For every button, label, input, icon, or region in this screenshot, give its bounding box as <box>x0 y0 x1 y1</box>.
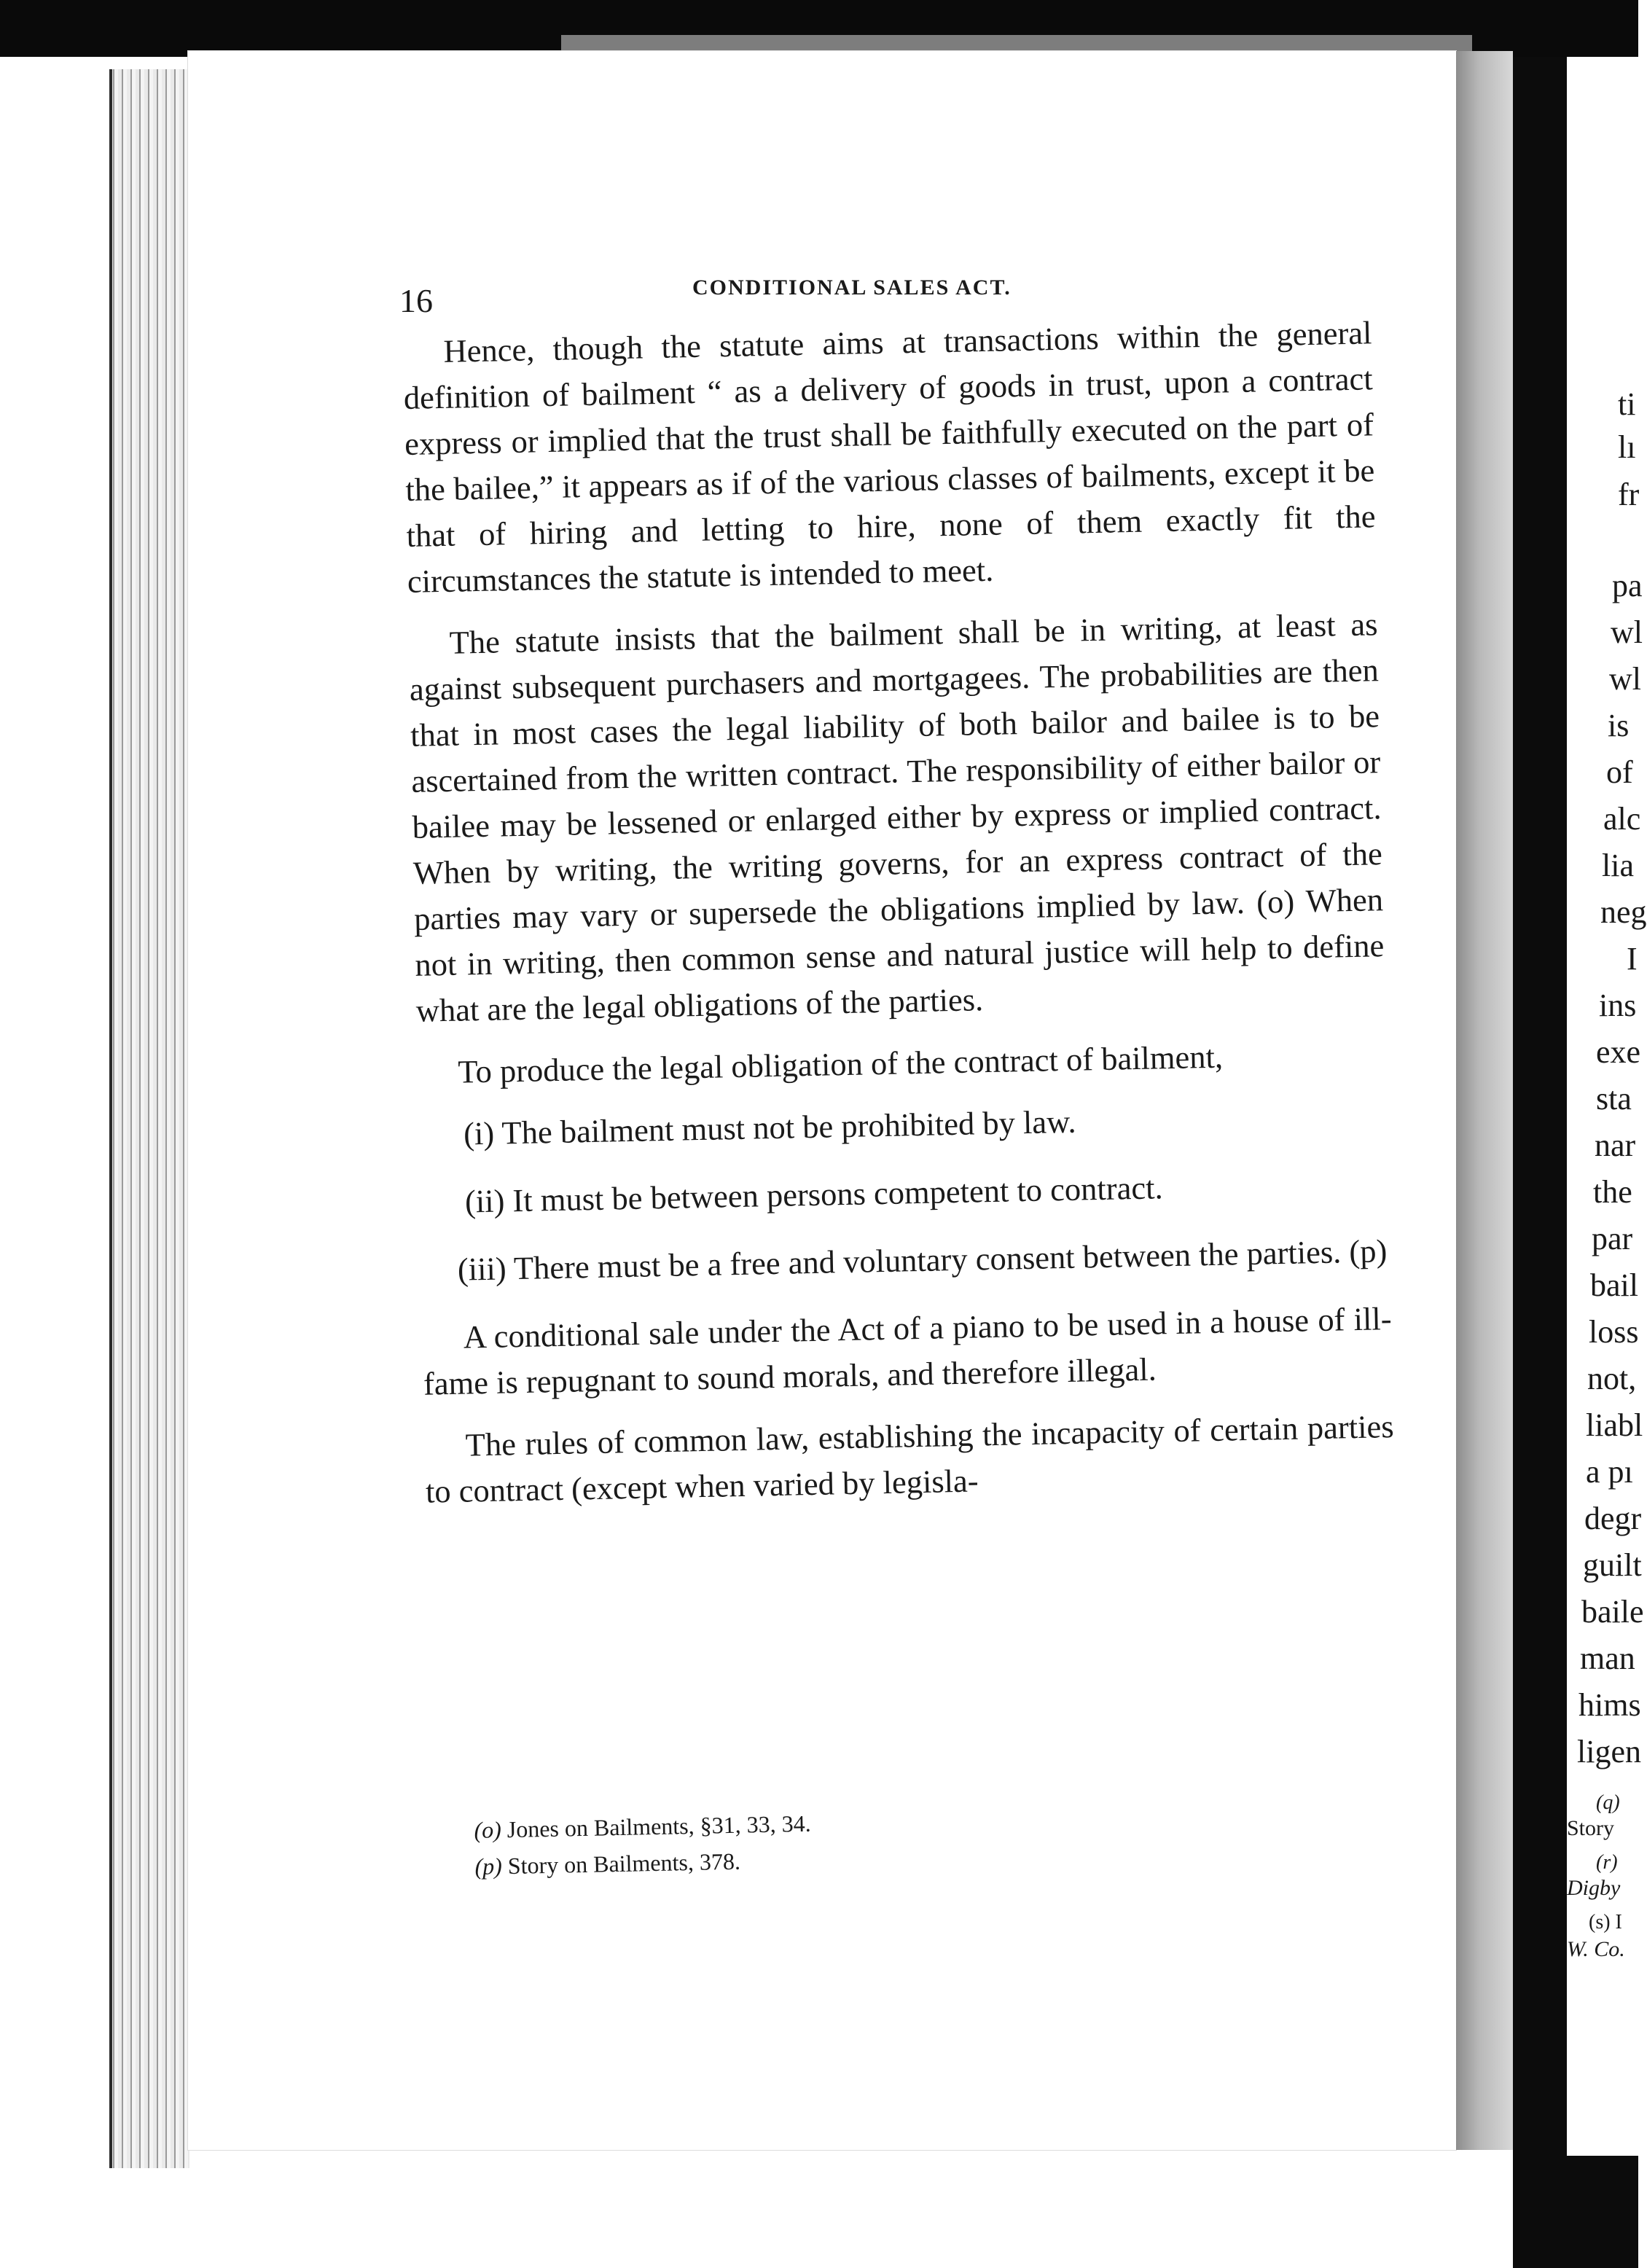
page-edges-stack <box>109 69 189 2168</box>
facing-fragment: nar <box>1595 1127 1636 1163</box>
facing-fragment: ti <box>1618 386 1636 422</box>
facing-fragment: neg <box>1600 894 1647 930</box>
facing-fragment: lia <box>1602 848 1634 883</box>
facing-footnote: (s) I <box>1589 1911 1622 1933</box>
page-number: 16 <box>399 282 433 319</box>
footnote-text: Jones on Bailments, §31, 33, 34. <box>506 1810 811 1843</box>
facing-fragment: loss <box>1589 1314 1639 1350</box>
facing-page <box>1567 57 1647 2156</box>
facing-footnote: W. Co. <box>1567 1937 1625 1961</box>
footnote-o <box>474 1805 811 1848</box>
footnote-mark: (p) <box>474 1853 503 1880</box>
footnote-mark: (o) <box>474 1816 502 1843</box>
facing-fragment: sta <box>1596 1081 1632 1117</box>
facing-fragment: liabl <box>1586 1407 1643 1443</box>
facing-fragment: guilt <box>1583 1547 1642 1583</box>
facing-fragment: the <box>1593 1174 1632 1210</box>
facing-fragment: lı <box>1618 429 1636 465</box>
book-gutter-shadow <box>1456 51 1513 2150</box>
book-spine-edge <box>109 69 112 2168</box>
facing-fragment: wl <box>1611 614 1643 650</box>
facing-fragment: alc <box>1603 801 1641 837</box>
scan-left-margin <box>0 57 109 2268</box>
facing-fragment: of <box>1606 754 1633 790</box>
facing-footnote: Story <box>1567 1816 1615 1840</box>
footnote-text: Story on Bailments, 378. <box>507 1847 741 1880</box>
facing-fragment: ligen <box>1577 1734 1641 1770</box>
paragraph-obligation: To produce the legal obligation of the contract of bailment, <box>457 1038 1224 1090</box>
facing-fragment: baile <box>1581 1594 1644 1630</box>
facing-footnote: Digby <box>1567 1876 1621 1900</box>
facing-fragment: degr <box>1584 1501 1642 1536</box>
facing-fragment: pa <box>1612 568 1643 603</box>
facing-fragment: ins <box>1599 988 1637 1023</box>
condition-item-1: (i) The bailment must not be prohibited by law. <box>463 1103 1076 1152</box>
facing-fragment: bail <box>1590 1267 1638 1303</box>
facing-fragment: a pı <box>1586 1454 1633 1490</box>
facing-fragment: exe <box>1596 1034 1641 1070</box>
paragraph-piano: A conditional sale under the Act of a piano to be used in a house of ill-fame is repugnant to sound morals, and therefore illegal. <box>423 1300 1393 1402</box>
facing-fragment: is <box>1608 708 1630 743</box>
footnotes <box>474 1805 812 1885</box>
facing-footnote: (q) <box>1596 1791 1620 1814</box>
facing-fragment: not, <box>1587 1361 1637 1396</box>
condition-item-2: (ii) It must be between persons competent to contract. <box>464 1169 1164 1220</box>
running-head: CONDITIONAL SALES ACT. <box>692 275 1012 300</box>
paragraph-incapacity: The rules of common law, establishing the incapacity of certain parties to contract (except when varied by legisla- <box>425 1408 1394 1510</box>
condition-item-3: (iii) There must be a free and voluntary consent between the parties. (p) <box>457 1232 1388 1288</box>
facing-fragment: hims <box>1578 1687 1641 1723</box>
paragraph-writing: The statute insists that the bailment shall be in writing, at least as against subsequent purchasers and mortgagees. The probabilities are then that in most cases the legal liability of both bailor and bailee is to be ascertained from the written contract. The responsibility of either bailor or bailee may be lessened or enlarged either by express or implied contract. When by writing, the writing governs, for an express contract of the parties may vary or supersede the obligations implied by law. (o) When not in writing, then common sense and natural justice will help to define what are the legal obligations of the parties. <box>409 606 1385 1029</box>
body-text <box>402 310 1396 1530</box>
facing-fragment: man <box>1580 1641 1635 1676</box>
facing-footnote: (r) <box>1596 1851 1618 1874</box>
paragraph-hence: Hence, though the statute aims at transactions within the general definition of bailment “ as a delivery of goods in trust, upon a contract express or implied that the trust shall be faithfully executed on the part of the bailee,” it appears as if of the various classes of bailments, except it be that of hiring and letting to hire, none of them exactly fit the circumstances the statute is intended to meet. <box>403 314 1376 600</box>
facing-fragment: par <box>1592 1221 1633 1256</box>
facing-fragment: I <box>1627 941 1638 977</box>
facing-fragment: wl <box>1609 661 1641 697</box>
facing-fragment: fr <box>1618 477 1640 512</box>
footnote-p <box>474 1842 812 1885</box>
